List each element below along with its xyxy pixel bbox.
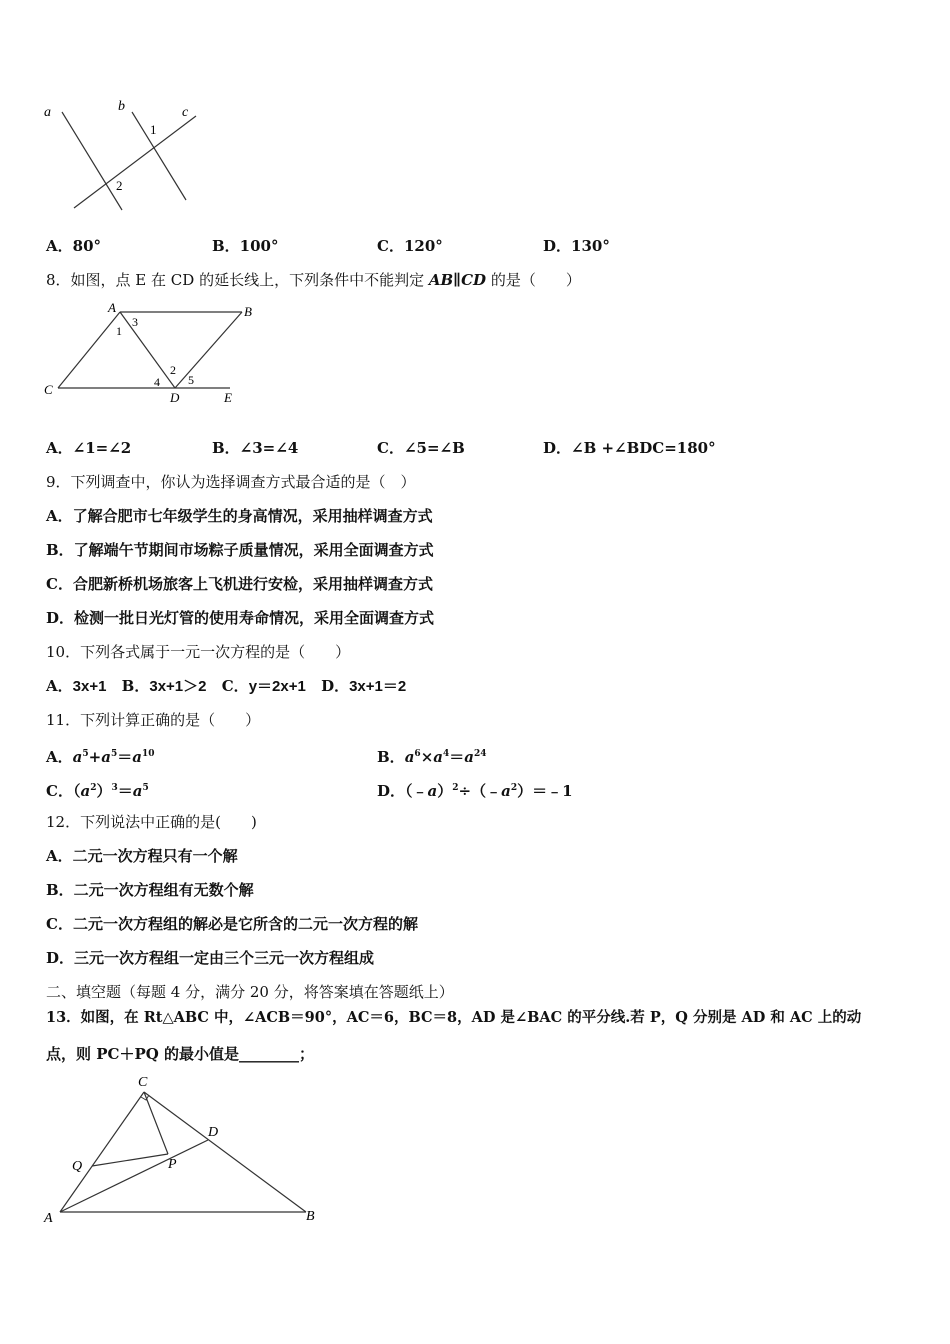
q10-option-b[interactable] <box>122 677 207 695</box>
q11-a-eq: ＝ <box>117 748 133 766</box>
figure-parallel-lines-abc <box>40 92 210 217</box>
label-D: D <box>208 1125 219 1140</box>
q8-option-c[interactable]: C．∠5=∠B <box>377 439 465 457</box>
q11-c-exp3: 5 <box>142 783 149 793</box>
segment-ad <box>60 1140 208 1212</box>
q10-option-d[interactable] <box>321 677 406 695</box>
line-b <box>132 112 186 200</box>
q10-option-c-letter: C． <box>221 677 249 695</box>
q11-option-c-letter: C． <box>46 782 73 800</box>
q11-b-eq: ＝ <box>449 748 465 766</box>
q13-stem-line1: 13．如图，在 Rt△ABC 中，∠ACB＝90°，AC＝6，BC＝8，AD 是∠BAC 的平分线.若 P，Q 分别是 AD 和 AC 上的动 <box>46 1009 862 1026</box>
label-E: E <box>224 390 232 405</box>
q9-option-a[interactable]: A．了解合肥市七年级学生的身高情况，采用抽样调查方式 <box>46 507 433 525</box>
q10-option-a-expr: 3x+1 <box>72 678 107 695</box>
q11-c-eq: ＝ <box>117 782 133 800</box>
q11-d-base2: a <box>501 782 511 800</box>
q11-option-d-letter: D． <box>377 782 406 800</box>
q11-c-close: ） <box>96 782 112 800</box>
line-a <box>62 112 122 210</box>
label-angle-5: 5 <box>188 373 194 387</box>
label-angle-3: 3 <box>132 315 138 329</box>
q11-a-base2: a <box>101 748 111 766</box>
q11-option-b[interactable] <box>377 744 487 767</box>
q11-a-base3: a <box>132 748 142 766</box>
q8-stem <box>46 270 581 290</box>
q12-option-c[interactable]: C．二元一次方程组的解必是它所含的二元一次方程的解 <box>46 915 418 933</box>
label-C: C <box>138 1075 148 1090</box>
q10-option-b-expr: 3x+1＞2 <box>149 678 207 695</box>
q11-a-base1: a <box>72 748 83 766</box>
label-angle-1: 1 <box>116 324 122 338</box>
q11-c-open: （ <box>72 782 81 800</box>
figure-q13-right-triangle <box>40 1070 330 1230</box>
q10-option-d-letter: D． <box>321 677 350 695</box>
q11-b-base2: a <box>433 748 443 766</box>
label-B: B <box>306 1209 315 1224</box>
q8-option-d[interactable]: D．∠B +∠BDC=180° <box>543 439 716 457</box>
q11-stem: 11．下列计算正确的是（ ） <box>46 711 261 729</box>
section-heading: 二、填空题（每题 4 分，满分 20 分，将答案填在答题纸上） <box>46 983 454 1001</box>
label-angle-1: 1 <box>150 122 157 137</box>
q11-d-part1: （﹣ <box>405 782 428 800</box>
q10-option-c-expr: y＝2x+1 <box>248 678 306 695</box>
q8-stem-suffix: 的是（ ） <box>486 271 581 289</box>
q10-option-b-letter: B． <box>121 677 150 695</box>
q9-stem: 9．下列调查中，你认为选择调查方式最合适的是（ ） <box>46 473 416 491</box>
segment-bd <box>175 312 242 388</box>
q9-option-c[interactable]: C．合肥新桥机场旅客上飞机进行安检，采用抽样调查方式 <box>46 575 433 593</box>
q11-d-base1: a <box>427 782 438 800</box>
q7-option-d[interactable]: D．130° <box>543 237 610 255</box>
q12-option-a[interactable]: A．二元一次方程只有一个解 <box>46 847 238 865</box>
label-Q: Q <box>72 1159 83 1174</box>
q9-option-b[interactable]: B．了解端午节期间市场粽子质量情况，采用全面调查方式 <box>46 541 434 559</box>
q11-b-base1: a <box>404 748 415 766</box>
figure-q8-parallelogram <box>40 300 260 408</box>
q11-c-base2: a <box>132 782 143 800</box>
segment-ac <box>58 312 120 388</box>
q10-option-a-letter: A． <box>46 677 73 695</box>
q11-a-plus: + <box>88 748 102 766</box>
q12-stem: 12．下列说法中正确的是( ) <box>46 813 257 831</box>
label-C: C <box>44 382 53 397</box>
q11-d-part4: ）＝﹣1 <box>517 782 573 800</box>
q7-option-a[interactable]: A．80° <box>46 237 102 255</box>
q11-option-d[interactable] <box>377 778 573 801</box>
segment-ad <box>120 312 175 388</box>
label-angle-2: 2 <box>116 178 123 193</box>
q13-stem-line2: 点，则 PC＋PQ 的最小值是________； <box>46 1045 315 1063</box>
label-D: D <box>170 390 180 405</box>
q11-b-exp1: 6 <box>414 749 421 759</box>
q11-b-base3: a <box>464 748 475 766</box>
q11-a-exp3: 10 <box>141 749 155 759</box>
q10-option-c[interactable] <box>222 677 306 695</box>
segment-ac <box>60 1092 144 1212</box>
q12-option-d[interactable]: D．三元一次方程组一定由三个三元一次方程组成 <box>46 949 375 967</box>
q7-option-c[interactable]: C．120° <box>377 237 443 255</box>
segment-qp <box>92 1154 168 1166</box>
q11-option-a-letter: A． <box>46 748 73 766</box>
q8-stem-prefix: 8．如图，点 E 在 CD 的延长线上，下列条件中不能判定 <box>46 271 429 289</box>
q10-option-d-expr: 3x+1＝2 <box>349 678 407 695</box>
label-angle-2: 2 <box>170 363 176 377</box>
label-angle-4: 4 <box>154 375 160 389</box>
segment-cb <box>144 1092 306 1212</box>
q11-option-c[interactable] <box>46 778 149 801</box>
q11-option-b-letter: B． <box>377 748 405 766</box>
q8-option-a[interactable]: A．∠1=∠2 <box>46 439 132 457</box>
q8-option-b[interactable]: B．∠3=∠4 <box>212 439 299 457</box>
q7-option-b[interactable]: B．100° <box>212 237 279 255</box>
q11-d-part2: ） <box>437 782 453 800</box>
q11-a-exp2: 5 <box>110 749 118 759</box>
q11-d-exp2: 2 <box>510 783 518 793</box>
q11-option-a[interactable] <box>46 744 155 767</box>
q11-c-base1: a <box>80 782 91 800</box>
q11-b-times: × <box>420 748 434 766</box>
q11-b-exp2: 4 <box>443 749 450 759</box>
q8-stem-math: AB∥CD <box>428 271 487 289</box>
label-B: B <box>244 304 252 319</box>
q10-option-a[interactable] <box>46 677 106 695</box>
q9-option-d[interactable]: D．检测一批日光灯管的使用寿命情况，采用全面调查方式 <box>46 609 435 627</box>
q11-c-exp2: 3 <box>111 783 118 793</box>
q11-c-exp1: 2 <box>90 783 97 793</box>
q10-stem: 10．下列各式属于一元一次方程的是（ ） <box>46 643 351 661</box>
label-A: A <box>108 300 116 315</box>
q11-b-exp3: 24 <box>474 749 487 759</box>
q11-a-exp1: 5 <box>82 749 89 759</box>
label-A: A <box>44 1211 53 1226</box>
label-P: P <box>168 1157 177 1172</box>
q12-option-b[interactable]: B．二元一次方程组有无数个解 <box>46 881 254 899</box>
label-c: c <box>182 105 189 120</box>
q10-options <box>46 676 406 697</box>
q11-d-part3: ÷（﹣ <box>458 782 502 800</box>
label-a: a <box>44 105 51 120</box>
q11-d-exp1: 2 <box>452 783 459 793</box>
label-b: b <box>118 99 125 114</box>
